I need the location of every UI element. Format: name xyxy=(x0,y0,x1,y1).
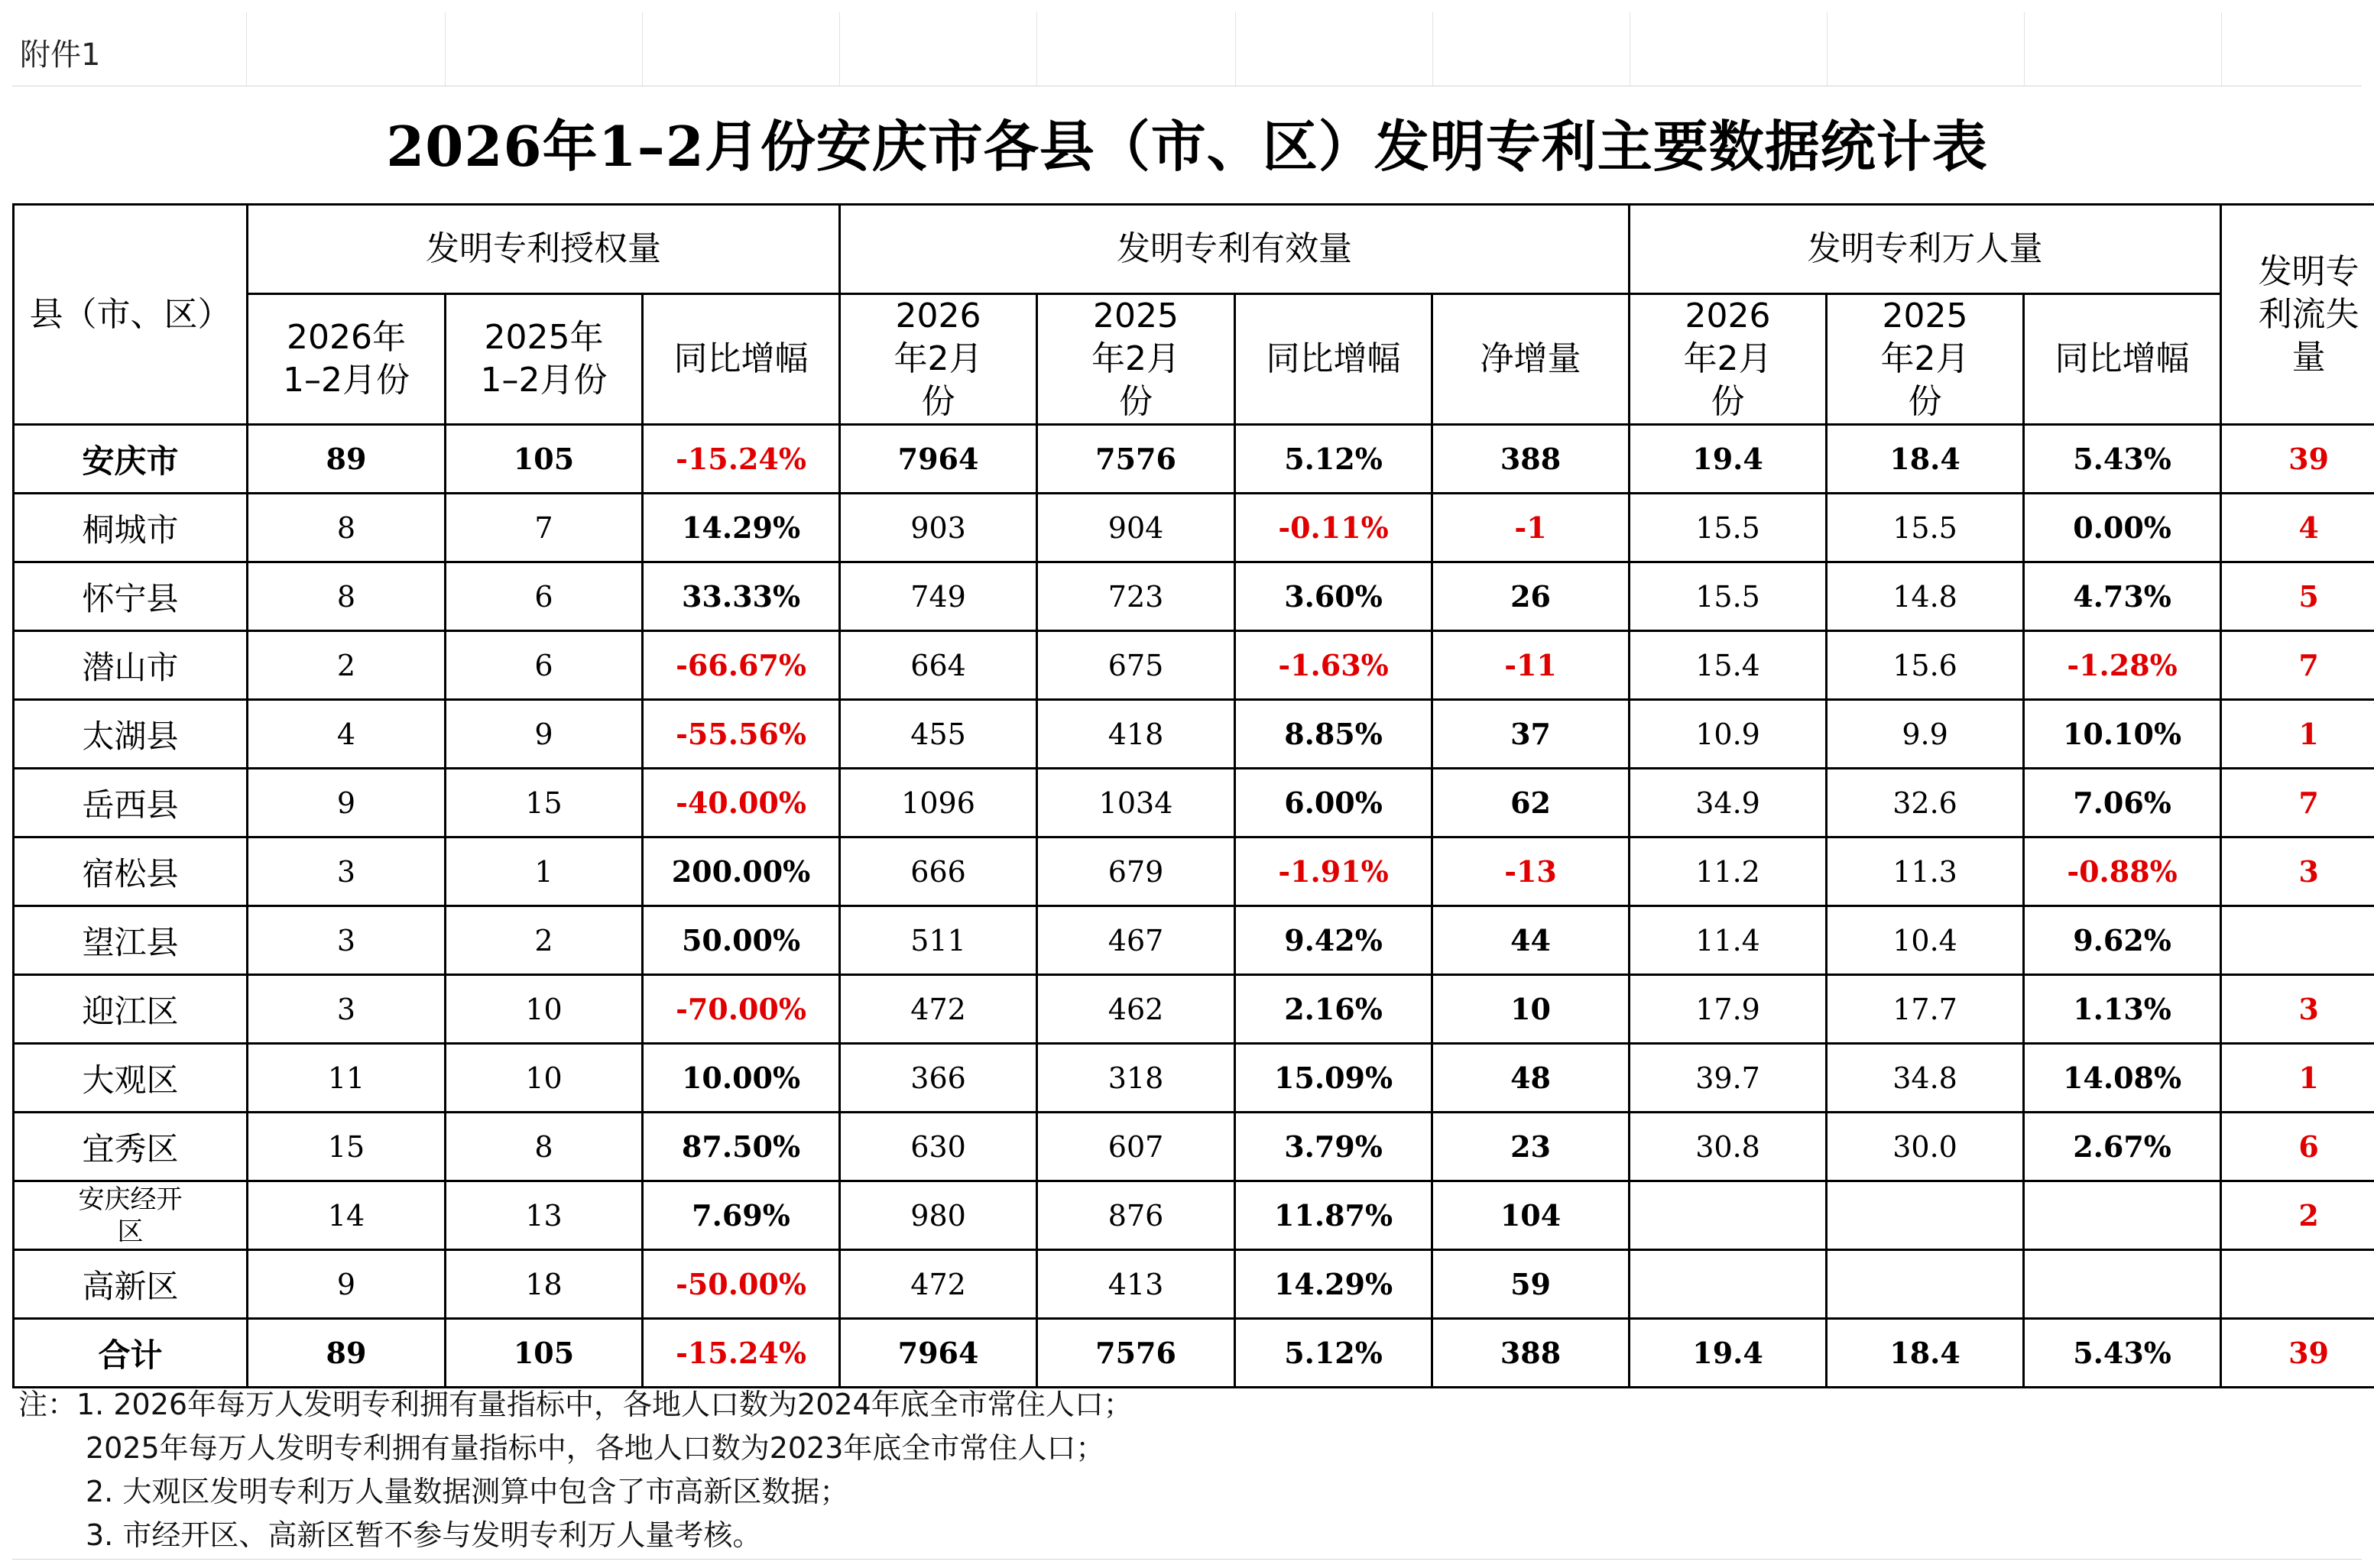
cell-p26: 30.8 xyxy=(1630,1113,1827,1181)
table-row xyxy=(14,700,2374,769)
cell-v26: 664 xyxy=(840,631,1037,700)
cell-vy: -0.11% xyxy=(1235,494,1432,562)
cell-v25: 876 xyxy=(1037,1181,1235,1250)
cell-vn: 388 xyxy=(1432,425,1630,494)
header-grant-group: 发明专利授权量 xyxy=(248,205,840,294)
cell-py xyxy=(2024,1181,2221,1250)
cell-loss: 3 xyxy=(2221,975,2374,1044)
region-name-cell: 安庆市 xyxy=(14,425,248,494)
cell-vn: 26 xyxy=(1432,562,1630,631)
cell-gy: -50.00% xyxy=(643,1250,840,1319)
cell-vy: 9.42% xyxy=(1235,906,1432,975)
cell-vy: -1.91% xyxy=(1235,837,1432,906)
cell-v26: 455 xyxy=(840,700,1037,769)
cell-v26: 903 xyxy=(840,494,1037,562)
header-valid-2026-text: 2026年2月份 xyxy=(893,296,983,421)
cell-vy: 11.87% xyxy=(1235,1181,1432,1250)
grid-line xyxy=(246,12,247,86)
cell-v25: 413 xyxy=(1037,1250,1235,1319)
cell-p25: 10.4 xyxy=(1827,906,2024,975)
cell-g26: 15 xyxy=(248,1113,446,1181)
cell-g25: 1 xyxy=(446,837,643,906)
cell-g26: 2 xyxy=(248,631,446,700)
cell-gy: -15.24% xyxy=(643,1319,840,1388)
cell-vy: -1.63% xyxy=(1235,631,1432,700)
cell-gy: -66.67% xyxy=(643,631,840,700)
cell-vn: -1 xyxy=(1432,494,1630,562)
cell-vn: 104 xyxy=(1432,1181,1630,1250)
cell-g26: 11 xyxy=(248,1044,446,1113)
cell-py: 5.43% xyxy=(2024,1319,2221,1388)
cell-py: 1.13% xyxy=(2024,975,2221,1044)
cell-loss: 39 xyxy=(2221,1319,2374,1388)
cell-g26: 4 xyxy=(248,700,446,769)
cell-g26: 14 xyxy=(248,1181,446,1250)
header-loss xyxy=(2221,205,2374,425)
grid-line xyxy=(2024,12,2025,86)
header-region: 县（市、区） xyxy=(14,205,248,425)
cell-v25: 723 xyxy=(1037,562,1235,631)
cell-v25: 467 xyxy=(1037,906,1235,975)
header-valid-yoy: 同比增幅 xyxy=(1235,294,1432,425)
cell-g26: 9 xyxy=(248,769,446,837)
region-name-cell: 高新区 xyxy=(14,1250,248,1319)
table-row xyxy=(14,769,2374,837)
region-name-cell: 迎江区 xyxy=(14,975,248,1044)
region-name-cell: 大观区 xyxy=(14,1044,248,1113)
table-row xyxy=(14,425,2374,494)
region-name-cell: 怀宁县 xyxy=(14,562,248,631)
table-row xyxy=(14,1044,2374,1113)
grid-line xyxy=(1827,12,1828,86)
cell-v25: 679 xyxy=(1037,837,1235,906)
header-p-2025 xyxy=(1827,294,2024,425)
cell-p25: 18.4 xyxy=(1827,1319,2024,1388)
header-valid-2025 xyxy=(1037,294,1235,425)
cell-loss: 7 xyxy=(2221,769,2374,837)
cell-vy: 3.60% xyxy=(1235,562,1432,631)
cell-g26: 3 xyxy=(248,975,446,1044)
cell-loss: 39 xyxy=(2221,425,2374,494)
cell-py: 14.08% xyxy=(2024,1044,2221,1113)
table-row xyxy=(14,1181,2374,1250)
cell-vn: 23 xyxy=(1432,1113,1630,1181)
cell-py: 7.06% xyxy=(2024,769,2221,837)
cell-g26: 8 xyxy=(248,494,446,562)
header-grant-2025 xyxy=(446,294,643,425)
cell-loss: 4 xyxy=(2221,494,2374,562)
cell-py: 2.67% xyxy=(2024,1113,2221,1181)
cell-p26: 34.9 xyxy=(1630,769,1827,837)
cell-g26: 3 xyxy=(248,837,446,906)
cell-g25: 6 xyxy=(446,631,643,700)
cell-py: 0.00% xyxy=(2024,494,2221,562)
cell-vn: -11 xyxy=(1432,631,1630,700)
cell-p26: 11.4 xyxy=(1630,906,1827,975)
cell-p25: 11.3 xyxy=(1827,837,2024,906)
cell-loss: 1 xyxy=(2221,1044,2374,1113)
cell-py xyxy=(2024,1250,2221,1319)
note-line: 2025年每万人发明专利拥有量指标中，各地人口数为2023年底全市常住人口； xyxy=(86,1431,1105,1465)
cell-v26: 472 xyxy=(840,1250,1037,1319)
header-p-yoy: 同比增幅 xyxy=(2024,294,2221,425)
table-row xyxy=(14,1250,2374,1319)
cell-vn: 37 xyxy=(1432,700,1630,769)
cell-v25: 7576 xyxy=(1037,1319,1235,1388)
cell-gy: 87.50% xyxy=(643,1113,840,1181)
region-name-cell: 岳西县 xyxy=(14,769,248,837)
cell-p25 xyxy=(1827,1181,2024,1250)
cell-loss: 2 xyxy=(2221,1181,2374,1250)
grid-line xyxy=(642,12,643,86)
cell-py: 5.43% xyxy=(2024,425,2221,494)
cell-vy: 5.12% xyxy=(1235,425,1432,494)
sheet-bottom-border xyxy=(12,1559,2362,1560)
grid-line xyxy=(1036,12,1037,86)
region-name-cell: 宿松县 xyxy=(14,837,248,906)
cell-gy: 7.69% xyxy=(643,1181,840,1250)
header-valid-net: 净增量 xyxy=(1432,294,1630,425)
cell-vy: 3.79% xyxy=(1235,1113,1432,1181)
cell-v25: 904 xyxy=(1037,494,1235,562)
cell-vy: 2.16% xyxy=(1235,975,1432,1044)
cell-loss: 5 xyxy=(2221,562,2374,631)
cell-vn: 388 xyxy=(1432,1319,1630,1388)
cell-p26: 19.4 xyxy=(1630,425,1827,494)
cell-p26 xyxy=(1630,1181,1827,1250)
cell-v26: 7964 xyxy=(840,425,1037,494)
cell-v26: 472 xyxy=(840,975,1037,1044)
cell-v26: 749 xyxy=(840,562,1037,631)
table-row xyxy=(14,631,2374,700)
cell-loss: 3 xyxy=(2221,837,2374,906)
cell-loss: 7 xyxy=(2221,631,2374,700)
cell-p26: 19.4 xyxy=(1630,1319,1827,1388)
region-name-cell: 桐城市 xyxy=(14,494,248,562)
cell-py: 4.73% xyxy=(2024,562,2221,631)
grid-line xyxy=(839,12,840,86)
cell-g26: 89 xyxy=(248,1319,446,1388)
cell-p26: 15.5 xyxy=(1630,562,1827,631)
cell-py: 10.10% xyxy=(2024,700,2221,769)
header-valid-group: 发明专利有效量 xyxy=(840,205,1630,294)
cell-v26: 366 xyxy=(840,1044,1037,1113)
table-row xyxy=(14,1319,2374,1388)
cell-v26: 511 xyxy=(840,906,1037,975)
cell-vy: 15.09% xyxy=(1235,1044,1432,1113)
cell-p26: 10.9 xyxy=(1630,700,1827,769)
cell-v26: 666 xyxy=(840,837,1037,906)
cell-vy: 5.12% xyxy=(1235,1319,1432,1388)
cell-p25 xyxy=(1827,1250,2024,1319)
annex-label: 附件1 xyxy=(20,37,101,73)
patent-stats-table xyxy=(12,203,2374,1388)
cell-g26: 8 xyxy=(248,562,446,631)
cell-vy: 8.85% xyxy=(1235,700,1432,769)
table-row xyxy=(14,837,2374,906)
cell-g25: 15 xyxy=(446,769,643,837)
header-grant-2026-text: 2026年1–2月份 xyxy=(283,318,410,400)
region-name-cell: 安庆经开区 xyxy=(14,1181,248,1250)
cell-gy: 50.00% xyxy=(643,906,840,975)
cell-v25: 675 xyxy=(1037,631,1235,700)
grid-line xyxy=(1235,12,1236,86)
cell-g26: 89 xyxy=(248,425,446,494)
cell-p25: 17.7 xyxy=(1827,975,2024,1044)
cell-p25: 30.0 xyxy=(1827,1113,2024,1181)
cell-v26: 7964 xyxy=(840,1319,1037,1388)
table-row xyxy=(14,975,2374,1044)
region-name-cell: 潜山市 xyxy=(14,631,248,700)
cell-py: 9.62% xyxy=(2024,906,2221,975)
grid-line xyxy=(1432,12,1433,86)
cell-g25: 6 xyxy=(446,562,643,631)
header-per10k-group: 发明专利万人量 xyxy=(1630,205,2221,294)
cell-g25: 9 xyxy=(446,700,643,769)
cell-gy: -55.56% xyxy=(643,700,840,769)
cell-p26 xyxy=(1630,1250,1827,1319)
table-row xyxy=(14,562,2374,631)
header-grant-2025-text: 2025年1–2月份 xyxy=(480,318,608,400)
cell-loss xyxy=(2221,1250,2374,1319)
cell-vn: 44 xyxy=(1432,906,1630,975)
note-line: 3. 市经开区、高新区暂不参与发明专利万人量考核。 xyxy=(86,1518,762,1552)
cell-gy: 200.00% xyxy=(643,837,840,906)
header-valid-2025-text: 2025年2月份 xyxy=(1091,296,1181,421)
header-p-2025-text: 2025年2月份 xyxy=(1880,296,1970,421)
footnotes xyxy=(18,1383,1133,1557)
cell-g25: 8 xyxy=(446,1113,643,1181)
cell-py: -1.28% xyxy=(2024,631,2221,700)
cell-py: -0.88% xyxy=(2024,837,2221,906)
cell-v25: 318 xyxy=(1037,1044,1235,1113)
table-body xyxy=(14,425,2374,1388)
cell-p26: 39.7 xyxy=(1630,1044,1827,1113)
cell-p26: 17.9 xyxy=(1630,975,1827,1044)
header-grant-2026 xyxy=(248,294,446,425)
cell-p25: 14.8 xyxy=(1827,562,2024,631)
cell-p25: 18.4 xyxy=(1827,425,2024,494)
cell-g25: 7 xyxy=(446,494,643,562)
cell-g26: 3 xyxy=(248,906,446,975)
header-grant-yoy: 同比增幅 xyxy=(643,294,840,425)
cell-g25: 10 xyxy=(446,975,643,1044)
cell-vn: 62 xyxy=(1432,769,1630,837)
note-line: 注：1. 2026年每万人发明专利拥有量指标中，各地人口数为2024年底全市常住人口； xyxy=(18,1388,1133,1421)
cell-vn: 59 xyxy=(1432,1250,1630,1319)
region-name-cell: 合计 xyxy=(14,1319,248,1388)
cell-loss: 6 xyxy=(2221,1113,2374,1181)
grid-line xyxy=(2221,12,2222,86)
cell-v25: 7576 xyxy=(1037,425,1235,494)
cell-v26: 980 xyxy=(840,1181,1037,1250)
cell-v25: 462 xyxy=(1037,975,1235,1044)
cell-p25: 34.8 xyxy=(1827,1044,2024,1113)
cell-vy: 14.29% xyxy=(1235,1250,1432,1319)
header-p-2026 xyxy=(1630,294,1827,425)
cell-g25: 105 xyxy=(446,425,643,494)
cell-p25: 32.6 xyxy=(1827,769,2024,837)
cell-v25: 607 xyxy=(1037,1113,1235,1181)
cell-g25: 18 xyxy=(446,1250,643,1319)
cell-loss xyxy=(2221,906,2374,975)
table-row xyxy=(14,494,2374,562)
cell-v26: 1096 xyxy=(840,769,1037,837)
region-name-cell: 太湖县 xyxy=(14,700,248,769)
page-title: 2026年1–2月份安庆市各县（市、区）发明专利主要数据统计表 xyxy=(386,114,1988,179)
table-row xyxy=(14,906,2374,975)
note-line: 2. 大观区发明专利万人量数据测算中包含了市高新区数据； xyxy=(86,1475,849,1508)
cell-gy: 33.33% xyxy=(643,562,840,631)
cell-g26: 9 xyxy=(248,1250,446,1319)
cell-p25: 15.6 xyxy=(1827,631,2024,700)
cell-vy: 6.00% xyxy=(1235,769,1432,837)
cell-loss: 1 xyxy=(2221,700,2374,769)
cell-g25: 2 xyxy=(446,906,643,975)
cell-gy: 10.00% xyxy=(643,1044,840,1113)
header-p-2026-text: 2026年2月份 xyxy=(1683,296,1772,421)
cell-gy: -70.00% xyxy=(643,975,840,1044)
cell-p26: 15.4 xyxy=(1630,631,1827,700)
cell-vn: 10 xyxy=(1432,975,1630,1044)
cell-v25: 1034 xyxy=(1037,769,1235,837)
cell-vn: 48 xyxy=(1432,1044,1630,1113)
cell-p25: 15.5 xyxy=(1827,494,2024,562)
cell-g25: 105 xyxy=(446,1319,643,1388)
cell-v26: 630 xyxy=(840,1113,1037,1181)
cell-v25: 418 xyxy=(1037,700,1235,769)
header-loss-text: 发明专利流失量 xyxy=(2258,251,2359,377)
cell-p26: 11.2 xyxy=(1630,837,1827,906)
table-row xyxy=(14,1113,2374,1181)
cell-vn: -13 xyxy=(1432,837,1630,906)
cell-p26: 15.5 xyxy=(1630,494,1827,562)
cell-g25: 13 xyxy=(446,1181,643,1250)
header-valid-2026 xyxy=(840,294,1037,425)
cell-gy: -40.00% xyxy=(643,769,840,837)
grid-line xyxy=(445,12,446,86)
cell-gy: 14.29% xyxy=(643,494,840,562)
cell-gy: -15.24% xyxy=(643,425,840,494)
annex-row xyxy=(12,12,2362,86)
cell-g25: 10 xyxy=(446,1044,643,1113)
region-name-cell: 宜秀区 xyxy=(14,1113,248,1181)
region-name-cell: 望江县 xyxy=(14,906,248,975)
cell-p25: 9.9 xyxy=(1827,700,2024,769)
